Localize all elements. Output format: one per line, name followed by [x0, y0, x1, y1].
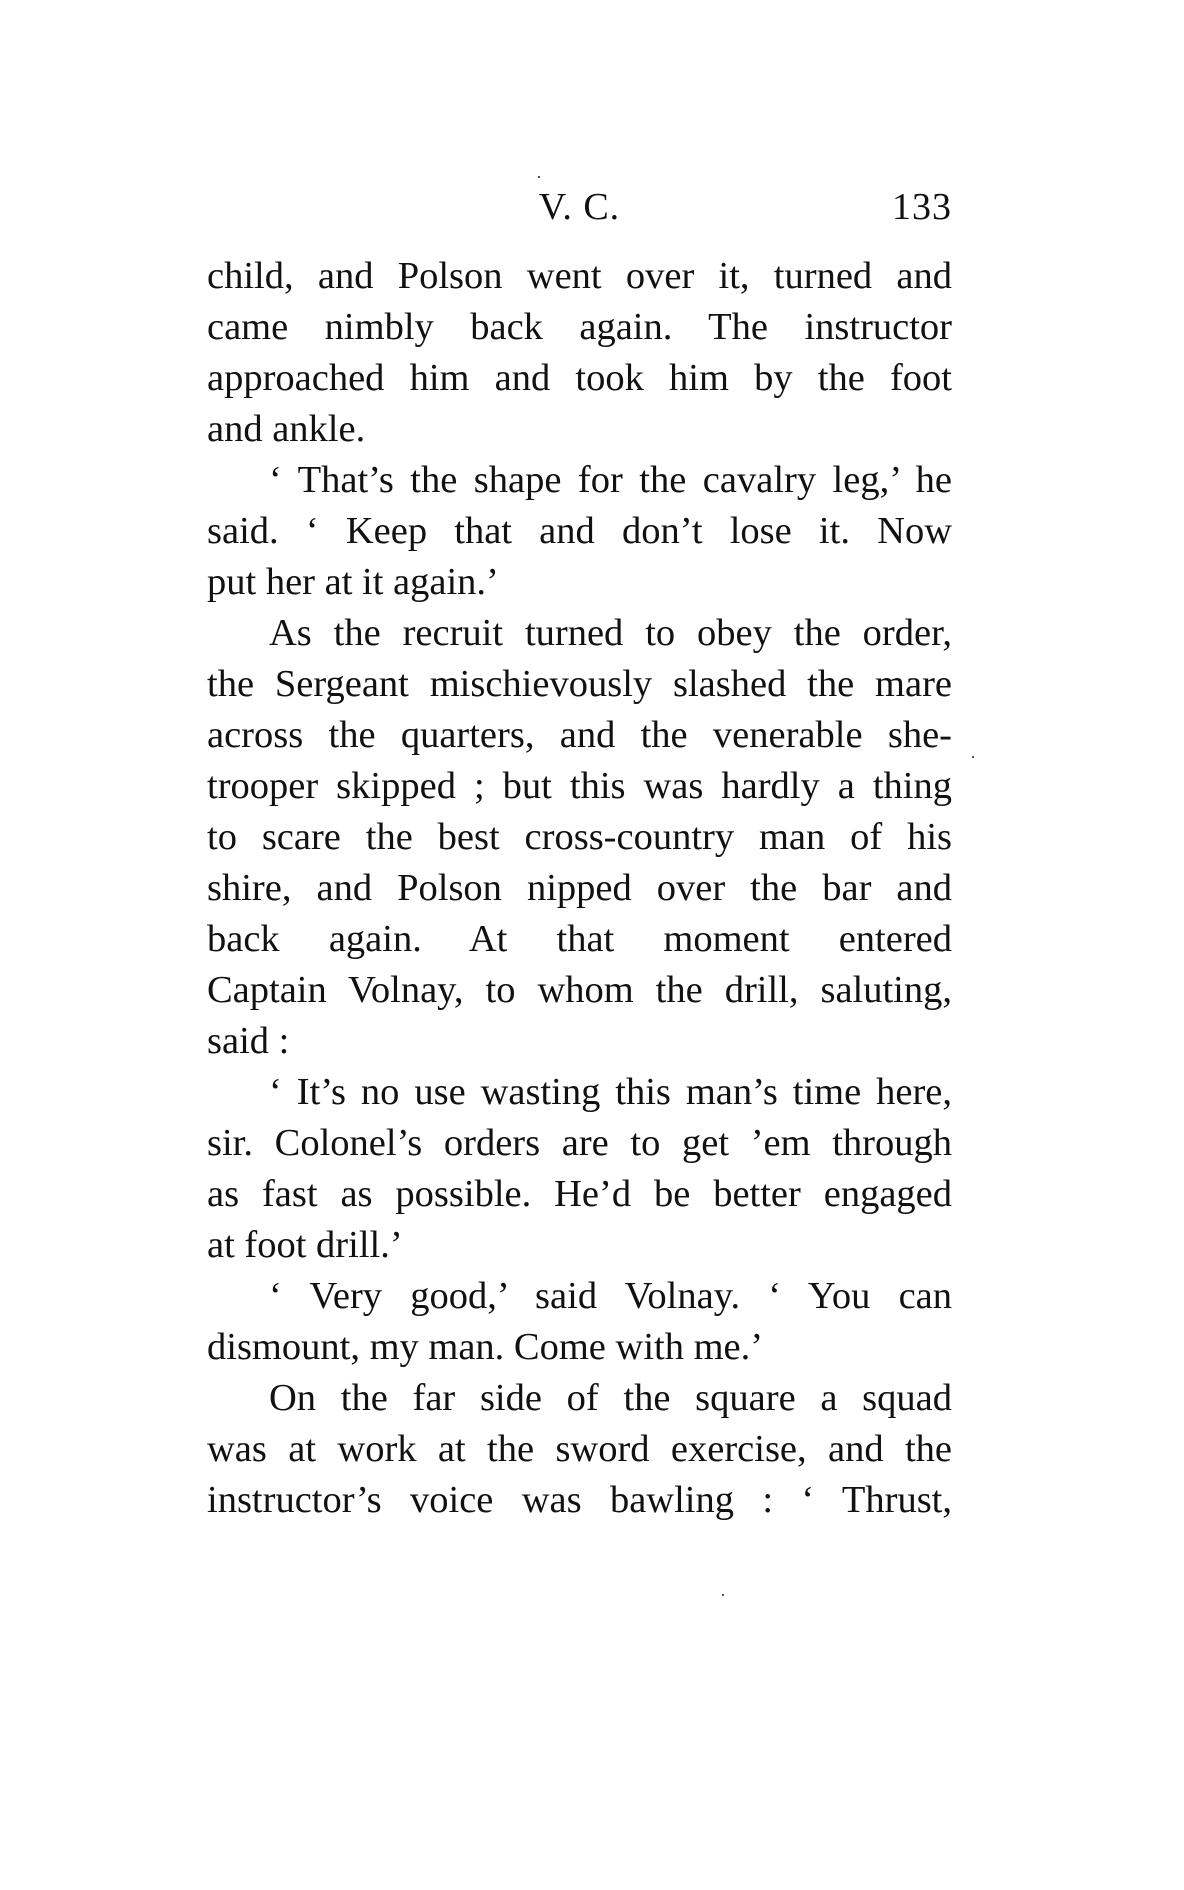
text-line: ‘ Very good,’ said Volnay. ‘ You can	[269, 1275, 952, 1317]
text-line: as fast as possible. He’d be better engaged	[207, 1173, 952, 1215]
text-line: dismount, my man. Come with me.’	[207, 1326, 764, 1368]
margin-ink-speck	[972, 756, 974, 758]
text-line: child, and Polson went over it, turned and	[207, 255, 952, 297]
text-line: back again. At that moment entered	[207, 918, 952, 960]
text-line: approached him and took him by the foot	[207, 357, 952, 399]
text-line: shire, and Polson nipped over the bar and	[207, 867, 952, 909]
top-ink-speck	[538, 176, 540, 178]
text-line: As the recruit turned to obey the order,	[269, 612, 952, 654]
text-line: said. ‘ Keep that and don’t lose it. Now	[207, 510, 952, 552]
text-line: at foot drill.’	[207, 1224, 403, 1266]
text-line: came nimbly back again. The instructor	[207, 306, 952, 348]
running-title: V. C.	[538, 186, 621, 228]
text-line: to scare the best cross-country man of his	[207, 816, 952, 858]
text-line: put her at it again.’	[207, 561, 499, 603]
text-line: trooper skipped ; but this was hardly a thing	[207, 765, 952, 807]
running-head	[207, 185, 952, 235]
text-line: On the far side of the square a squad	[269, 1377, 952, 1419]
text-line: across the quarters, and the venerable she-	[207, 714, 952, 756]
text-line: Captain Volnay, to whom the drill, saluting,	[207, 969, 952, 1011]
text-line: and ankle.	[207, 408, 366, 450]
text-line: was at work at the sword exercise, and the	[207, 1428, 952, 1470]
bottom-ink-speck	[722, 1594, 724, 1596]
text-line: sir. Colonel’s orders are to get ’em through	[207, 1122, 952, 1164]
text-line: said :	[207, 1020, 290, 1062]
text-line: the Sergeant mischievously slashed the mare	[207, 663, 952, 705]
page-number: 133	[892, 186, 952, 228]
text-line: instructor’s voice was bawling : ‘ Thrust,	[207, 1479, 952, 1521]
body-text	[207, 251, 952, 1526]
text-line: ‘ It’s no use wasting this man’s time here,	[269, 1071, 952, 1113]
text-line: ‘ That’s the shape for the cavalry leg,’ he	[269, 459, 952, 501]
book-page	[207, 185, 952, 1526]
